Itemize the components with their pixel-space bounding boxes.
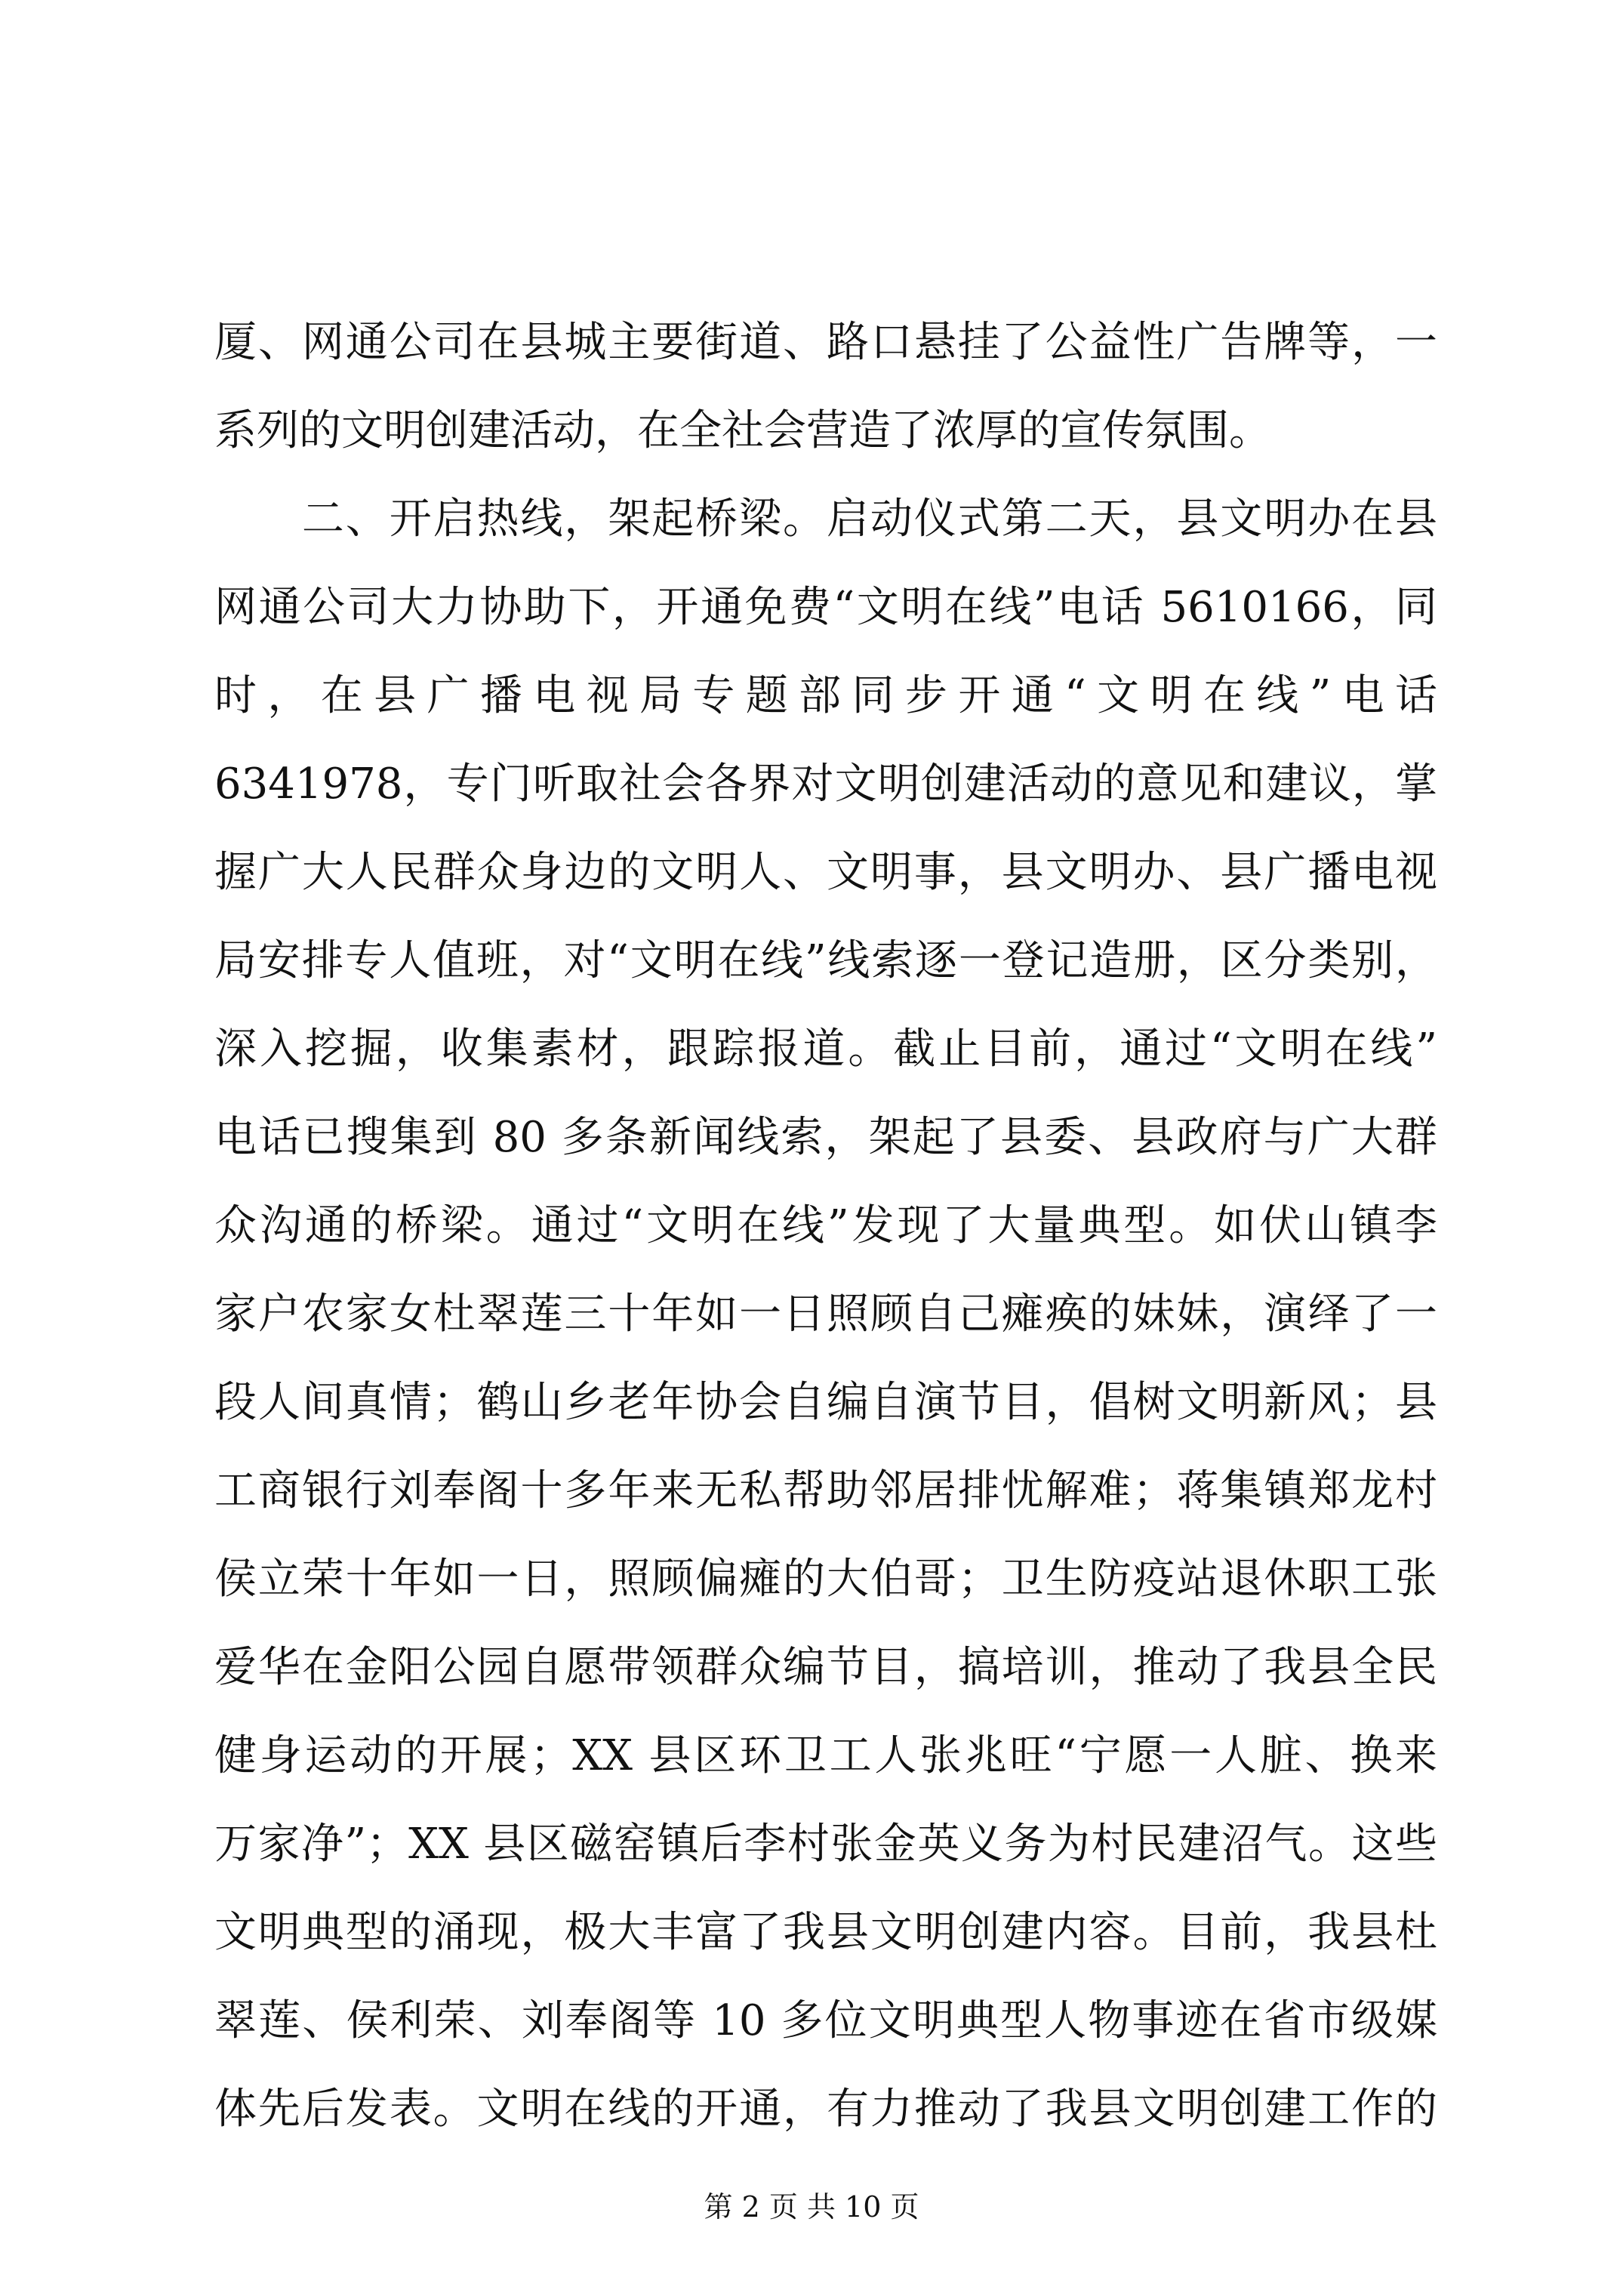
text-line: 翠莲、侯利荣、刘奉阁等 10 多位文明典型人物事迹在省市级媒: [214, 1996, 1437, 2045]
text-line: 深入挖掘，收集素材，跟踪报道。截止目前，通过“文明在线”: [214, 1025, 1437, 1074]
text-line: 电话已搜集到 80 多条新闻线索，架起了县委、县政府与广大群: [214, 1113, 1437, 1162]
text-line: 6341978，专门听取社会各界对文明创建活动的意见和建议，掌: [214, 760, 1437, 809]
text-line: 文明典型的涌现，极大丰富了我县文明创建内容。目前，我县杜: [214, 1908, 1437, 1957]
text-line: 网通公司大力协助下，开通免费“文明在线”电话 5610166，同: [214, 583, 1437, 632]
text-line: 段人间真情；鹤山乡老年协会自编自演节目，倡树文明新风；县: [214, 1378, 1437, 1427]
text-line: 厦、网通公司在县城主要街道、路口悬挂了公益性广告牌等，一: [214, 318, 1437, 367]
text-line: 工商银行刘奉阁十多年来无私帮助邻居排忧解难；蒋集镇郑龙村: [214, 1466, 1437, 1515]
text-line: 体先后发表。文明在线的开通，有力推动了我县文明创建工作的: [214, 2085, 1437, 2134]
text-line: 家户农家女杜翠莲三十年如一日照顾自己瘫痪的妹妹，演绎了一: [214, 1290, 1437, 1339]
page-footer: 第 2 页 共 10 页: [704, 2190, 919, 2224]
text-line: 侯立荣十年如一日，照顾偏瘫的大伯哥；卫生防疫站退休职工张: [214, 1555, 1437, 1604]
body-text: [214, 298, 1437, 2153]
text-line: 时，在县广播电视局专题部同步开通“文明在线”电话: [214, 671, 1437, 720]
text-line: 爱华在金阳公园自愿带领群众编节目，搞培训，推动了我县全民: [214, 1643, 1437, 1692]
text-line: 握广大人民群众身边的文明人、文明事，县文明办、县广播电视: [214, 848, 1437, 897]
text-line: 二、开启热线，架起桥梁。启动仪式第二天，县文明办在县: [214, 495, 1437, 544]
text-line: 系列的文明创建活动，在全社会营造了浓厚的宣传氛围。: [214, 406, 1271, 455]
text-line: 众沟通的桥梁。通过“文明在线”发现了大量典型。如伏山镇李: [214, 1201, 1437, 1250]
text-line: 健身运动的开展；XX 县区环卫工人张兆旺“宁愿一人脏、换来: [214, 1731, 1437, 1780]
text-line: 局安排专人值班，对“文明在线”线索逐一登记造册，区分类别，: [214, 936, 1437, 985]
text-line: 万家净”；XX 县区磁窑镇后李村张金英义务为村民建沼气。这些: [214, 1820, 1437, 1869]
